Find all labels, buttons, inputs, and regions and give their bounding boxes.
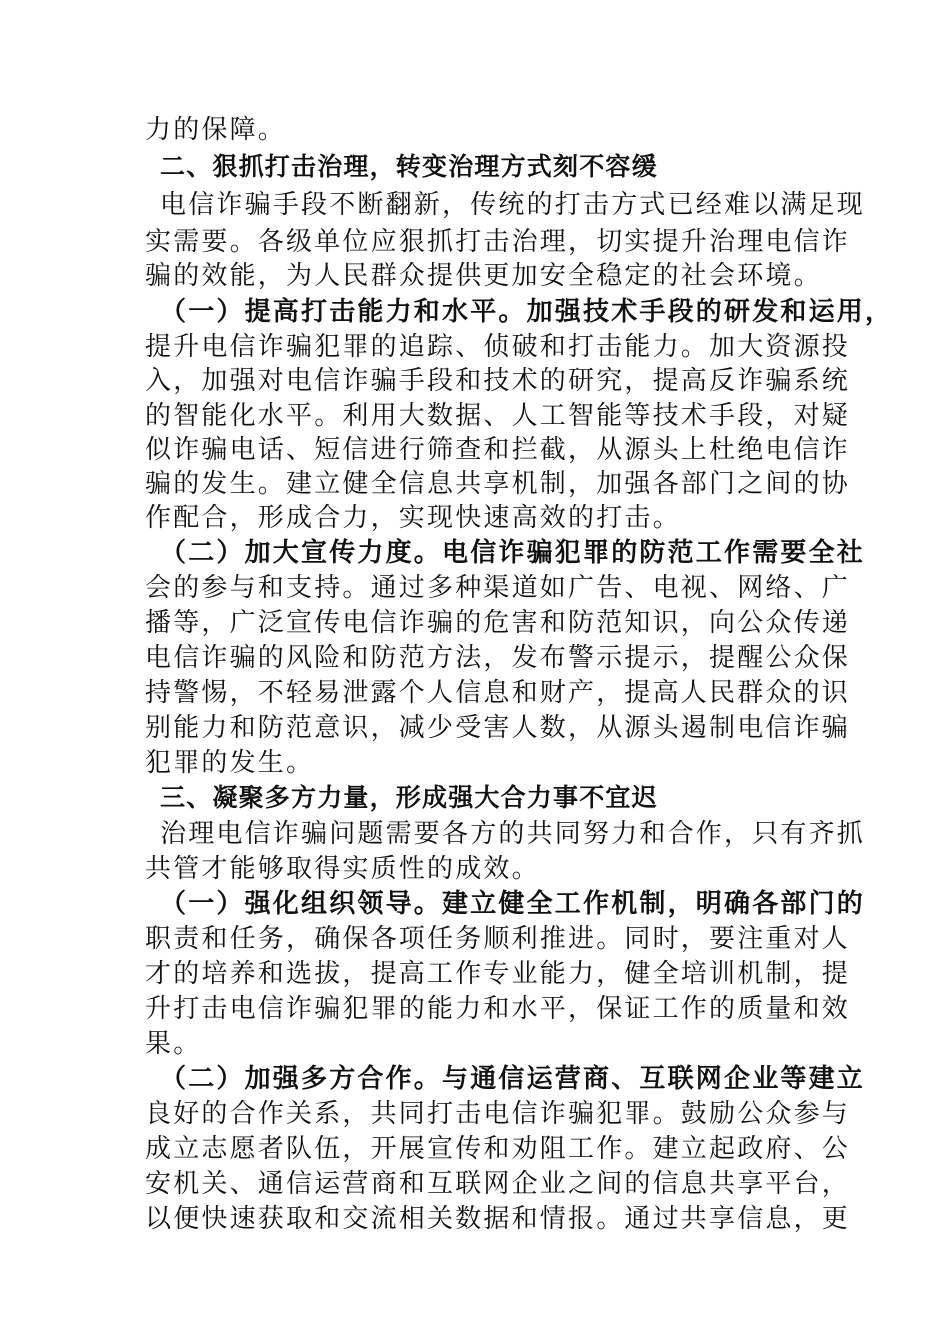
body-line: 电信诈骗手段不断翻新，传统的打击方式已经难以满足现 <box>160 190 866 220</box>
body-line: 骗的发生。建立健全信息共享机制，加强各部门之间的协 <box>145 469 851 499</box>
body-line: 提升电信诈骗犯罪的追踪、侦破和打击能力。加大资源投 <box>145 332 851 362</box>
body-line: 似诈骗电话、短信进行筛查和拦截，从源头上杜绝电信诈 <box>145 435 851 465</box>
section-heading: 三、凝聚多方力量，形成强大合力事不宜迟 <box>160 783 658 812</box>
body-line: 持警惕，不轻易泄露个人信息和财产，提高人民群众的识 <box>145 678 851 708</box>
body-line: 果。 <box>145 1029 202 1059</box>
subsection-line: （一）提高打击能力和水平。加强技术手段的研发和运用， <box>160 297 894 327</box>
body-line: 力的保障。 <box>145 115 287 145</box>
body-line: 实需要。各级单位应狠抓打击治理，切实提升治理电信诈 <box>145 227 851 257</box>
body-line: 犯罪的发生。 <box>145 748 315 778</box>
body-line: 的智能化水平。利用大数据、人工智能等技术手段，对疑 <box>145 401 851 431</box>
body-line: 骗的效能，为人民群众提供更加安全稳定的社会环境。 <box>145 261 822 291</box>
body-line: 会的参与和支持。通过多种渠道如广告、电视、网络、广 <box>145 573 851 603</box>
body-line: 入，加强对电信诈骗手段和技术的研究，提高反诈骗系统 <box>145 366 851 396</box>
body-line: 电信诈骗的风险和防范方法，发布警示提示，提醒公众保 <box>145 643 851 673</box>
subsection-line: （一）强化组织领导。建立健全工作机制，明确各部门的 <box>160 889 866 919</box>
body-line: 以便快速获取和交流相关数据和情报。通过共享信息，更 <box>145 1204 851 1234</box>
body-line: 升打击电信诈骗犯罪的能力和水平，保证工作的质量和效 <box>145 994 851 1024</box>
body-line: 职责和任务，确保各项任务顺利推进。同时，要注重对人 <box>145 924 851 954</box>
body-line: 作配合，形成合力，实现快速高效的打击。 <box>145 503 681 533</box>
body-line: 成立志愿者队伍，开展宣传和劝阻工作。建立起政府、公 <box>145 1134 851 1164</box>
body-line: 安机关、通信运营商和互联网企业之间的信息共享平台， <box>145 1169 851 1199</box>
subsection-line: （二）加强多方合作。与通信运营商、互联网企业等建立 <box>160 1064 866 1094</box>
subsection-line: （二）加大宣传力度。电信诈骗犯罪的防范工作需要全社 <box>160 538 866 568</box>
body-line: 别能力和防范意识，减少受害人数，从源头遏制电信诈骗 <box>145 713 851 743</box>
body-line: 治理电信诈骗问题需要各方的共同努力和合作，只有齐抓 <box>160 819 866 849</box>
body-line: 播等，广泛宣传电信诈骗的危害和防范知识，向公众传递 <box>145 608 851 638</box>
body-line: 共管才能够取得实质性的成效。 <box>145 854 540 884</box>
body-line: 才的培养和选拔，提高工作专业能力，健全培训机制，提 <box>145 959 851 989</box>
section-heading: 二、狠抓打击治理，转变治理方式刻不容缓 <box>160 152 658 181</box>
body-line: 良好的合作关系，共同打击电信诈骗犯罪。鼓励公众参与 <box>145 1099 851 1129</box>
